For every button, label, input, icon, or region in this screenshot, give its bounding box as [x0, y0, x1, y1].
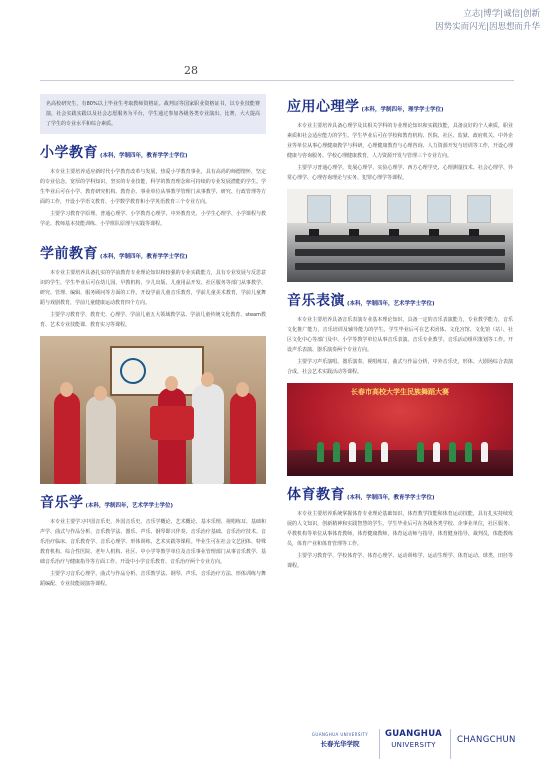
stage-banner: 长春市高校大学生民族舞蹈大赛 — [351, 387, 449, 396]
red-cloth — [150, 406, 194, 440]
plaque — [110, 346, 204, 396]
brand-block — [385, 729, 442, 749]
brand-line-1: GUANGHUA — [385, 729, 443, 739]
person-head — [60, 382, 73, 397]
section-title-performance — [287, 290, 513, 310]
dance-stage-photo — [287, 383, 513, 476]
person-head — [165, 376, 178, 391]
brand-line-2: UNIVERSITY — [391, 741, 436, 749]
paragraph: 主要学习教育学、教育史、心理学、学前儿童五大领域教学法、学前儿童传统文化教育、steam教育、艺术专业技能课、教育实习等课程。 — [40, 312, 266, 328]
dancer — [365, 442, 372, 462]
motto-line-1: 立志|博学|诚信|创新 — [463, 9, 540, 19]
section-title-psychology — [287, 96, 513, 116]
monitor — [349, 229, 359, 236]
divider — [379, 729, 380, 759]
dancer — [317, 442, 324, 462]
dancer — [433, 442, 440, 462]
paragraph: 主要学习声乐演唱、器乐演奏、视唱练耳，曲式与作品分析，中外音乐史，形体、大剧场综合表演合成，社会艺术实践活动等课程。 — [287, 359, 513, 375]
window — [347, 195, 371, 223]
dancer — [449, 442, 456, 462]
section-title-primary — [40, 142, 266, 162]
paragraph: 主要学习普通心理学、发展心理学、实验心理学、西方心理学史、心理测量技术、社会心理学、异常心理学、心理咨询理论与实务、犯罪心理学等课程。 — [287, 165, 513, 181]
section-subheading: (本科，学制四年，艺术学学士学位) — [347, 301, 435, 307]
section-subheading: (本科，学制四年，理学学士学位) — [361, 107, 444, 113]
logo-chinese: 长春光华学院 — [320, 740, 360, 748]
left-column — [40, 94, 266, 591]
motto — [435, 8, 540, 34]
intro-note: 名高校研究生，有80%以上毕业生考取教师资格证。裁判证等国家职业资格证书，以专业技能赛演，社会实践实践以及社会志愿服务为平台，学生通过参加各级各类专业演出、比赛，大大提高了学生的专业水平和综合素质。 — [40, 94, 266, 134]
paragraph: 本专业主要培养具备扎实的学前教育专业理论知识和较强的专业实践能力，具有专业发展与反思意识的学生，学生毕业后可在幼儿园、早教机构、少儿出版、儿童用品开发、社区服务等部门从事教学、研究、管理、编辑、服务顾问等方面的工作。开设学前儿童音乐教育，学前儿童美术教育，学前儿童舞蹈与戏剧教育，学前儿童健康运动教育四个方向。 — [40, 270, 266, 306]
person — [230, 392, 256, 484]
paragraph: 本专业主要培养具备音乐表演专业基本理论知识，具备一定的音乐表演能力，专业教学能力，音乐文化推广能力，音乐培训及辅导能力的学生。学生毕业后可在艺术团体、文化宫馆、文化馆（站）、社区文化中心等部门及中、小学等教学单位从事音乐表演、音乐专业教学、音乐活动组织策划等工作。开设声乐表演、器乐演奏两个专业方向。 — [287, 317, 513, 353]
section-heading: 小学教育 — [40, 145, 98, 161]
paragraph: 主要学习教育学原理、普通心理学、小学教育心理学、中外教育史、小学生心理学、小学课程与教学论、教师基本技能训练、小学班队原理与实践等课程。 — [40, 211, 266, 227]
section-heading: 体育教育 — [287, 487, 345, 503]
school-logo-icon — [120, 358, 146, 384]
section-title-pe — [287, 484, 513, 504]
person-head — [201, 372, 214, 387]
dancer — [349, 442, 356, 462]
dancer — [465, 442, 472, 462]
section-subheading: (本科，学制四年，教育学学士学位) — [100, 254, 188, 260]
paragraph: 本专业主要培养具备心理学及其相关学科的专业理论知识和实践技能，具备良好的个人素质，职业素质和社会适应能力的学生。学生毕业后可在学校和教育机构、医院、社区、监狱、政府机关、中外企业等单位从事心理健康教学与科研，心理健康教育与心理咨询、人力资源开发与培训等工作，开设心理健康与咨询服务、学校心理健康教育，人力资源开发与管理三个专业方向。 — [287, 123, 513, 159]
city-name: CHANGCHUN — [457, 735, 516, 745]
monitor — [429, 229, 439, 236]
section-subheading: (本科，学制四年，艺术学学士学位) — [85, 503, 174, 509]
university-logo — [309, 732, 371, 748]
section-heading: 应用心理学 — [287, 99, 360, 115]
ceremony-photo — [40, 336, 266, 484]
window — [387, 195, 411, 223]
computer-lab-photo — [287, 189, 513, 282]
motto-line-2: 因势实而闪光|因思想而升华 — [435, 22, 540, 32]
paragraph: 主要学习音乐心理学，曲式与作品分析、音乐教学法、钢琴、声乐、音乐治疗方法、形体训练与舞蹈编配、专业技能展演等课程。 — [40, 571, 266, 587]
monitor — [469, 229, 479, 236]
monitor — [389, 229, 399, 236]
desk-row — [295, 235, 505, 242]
section-title-preschool — [40, 243, 266, 263]
footer-logos — [287, 727, 516, 763]
section-title-music — [40, 492, 266, 512]
paragraph: 本专业主要培养适应新时代小学教育改革与发展，热爱小学教育事业，具有高尚的师德情怀，坚定的专业信念，宽厚的学科知识，坚实的专业技能，科学的教育理念和可持续的专业发展潜能的学生。学生毕业后可在小学、教育研究机构、教育企、事业单位从事教学管理门从事教学、研究、行政管理等方面的工作，开设小学语文教育、小学数学教育和小学英语教育三个专业方向。 — [40, 169, 266, 205]
person-head — [94, 386, 107, 401]
logo-english: GUANGHUA UNIVERSITY — [311, 732, 369, 737]
right-column — [287, 94, 513, 573]
desk-row — [295, 249, 505, 256]
section-heading: 学前教育 — [40, 246, 98, 262]
section-heading: 音乐表演 — [287, 293, 345, 309]
paragraph: 本专业主要培养系统掌握体育专业理论基础知识，体育教学技能和体育运动技能，具有扎实持续发展的人文知识，创新精神和实践智慧的学生。学生毕业后可在各级各类学校、企事业单位，社区服务、早教机构等单位从事体育教师，体育健康教师，体育运动师与指导，体育健身指导、裁判员，体能教练员，体育产业和体育管理等工作。 — [287, 511, 513, 547]
window — [427, 195, 451, 223]
window — [307, 195, 331, 223]
desk-row — [295, 263, 505, 270]
divider — [450, 729, 451, 759]
person — [54, 392, 80, 484]
page-number: 28 — [184, 64, 198, 77]
window — [467, 195, 491, 223]
section-subheading: (本科，学制四年，教育学学士学位) — [100, 153, 188, 159]
section-subheading: (本科，学制四年，教育学学士学位) — [347, 495, 435, 501]
section-heading: 音乐学 — [40, 495, 84, 511]
header-divider — [40, 80, 514, 81]
dancer — [417, 442, 424, 462]
paragraph: 主要学习教育学、学校体育学、体育心理学、运动训练学、运动生理学、体育运动、球类、田径等课程。 — [287, 553, 513, 569]
paragraph: 本专业主要学习中国音乐史、外国音乐史、音乐学概论、艺术概论、基本乐理、视唱练耳、基础和声学、曲式与作品分析、音乐教学法、器乐、声乐、钢琴即兴伴奏、音乐治疗基础、音乐治疗技术、音乐治疗临床、音乐教育学、音乐心理学、形体训练、艺术实践等课程。毕业生可在社会文艺团体、特殊教育机构、综合性医院、老年人机构、社区、中小学等教学单位及音乐事业管理部门从事音乐教学、基础音乐治疗与健康指导等方面工作。开设中小学音乐教育、音乐治疗两个专业方向。 — [40, 519, 266, 565]
person — [192, 384, 224, 484]
person-head — [236, 382, 249, 397]
dancer — [481, 442, 488, 462]
monitor — [309, 229, 319, 236]
dancer — [333, 442, 340, 462]
person — [86, 396, 116, 484]
dancer — [381, 442, 388, 462]
